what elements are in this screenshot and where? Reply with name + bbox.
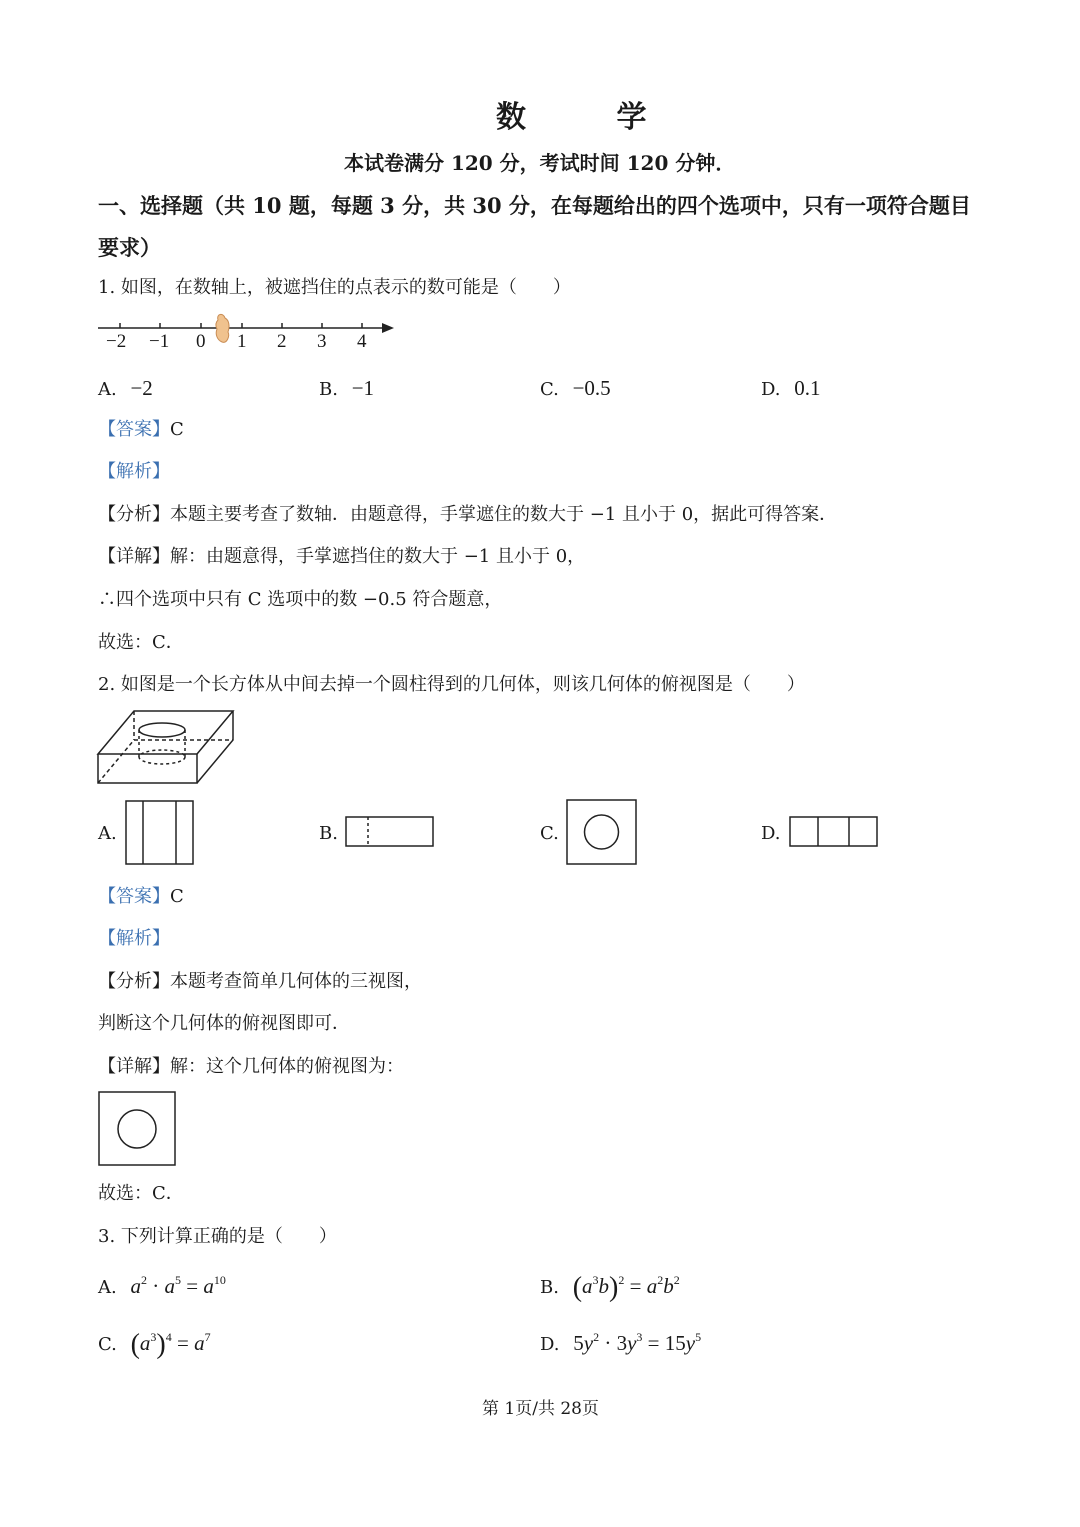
answer-line [98, 418, 184, 442]
arrow-icon [382, 323, 394, 333]
fenxi-line [98, 503, 837, 527]
question-3-stem: 3. 下列计算正确的是（ ） [98, 1226, 337, 1247]
option-c-figure [566, 799, 638, 866]
option-d-figure [789, 816, 879, 848]
option-value: 0.1 [794, 376, 821, 400]
option-b [319, 376, 374, 402]
solid-figure [96, 708, 238, 788]
tick-label: 1 [237, 331, 247, 352]
fenxi-text: 本题考查简单几何体的三视图， [170, 971, 422, 992]
option-label: A. [98, 379, 117, 400]
option-b-figure [345, 816, 435, 848]
page-title: 数 学 [496, 100, 687, 135]
option-label: A. [98, 1277, 117, 1298]
page-number: 第 1页/共 28页 [482, 1399, 599, 1419]
option-label: B. [540, 1277, 559, 1298]
tick-label: 4 [357, 331, 367, 352]
option-label: D. [540, 1334, 560, 1355]
option-b [540, 1272, 680, 1303]
choose-line: 故选：C． [98, 1183, 184, 1204]
answer-line [98, 885, 184, 909]
analysis-tag: 【解析】 [98, 461, 170, 482]
top-view-figure [98, 1091, 178, 1167]
tick-label: 2 [277, 331, 287, 352]
question-2-stem: 2. 如图是一个长方体从中间去掉一个圆柱得到的几何体，则该几何体的俯视图是（ ） [98, 674, 805, 695]
choose-line: 故选：C． [98, 632, 184, 653]
fenxi-tag: 【分析】 [98, 971, 170, 992]
option-label: B. [319, 379, 338, 400]
exam-info: 本试卷满分 120 分，考试时间 120 分钟． [344, 151, 736, 175]
option-a-label: A. [98, 823, 117, 844]
fenxi-line [98, 970, 422, 994]
fenxi-line-2: 判断这个几何体的俯视图即可． [98, 1013, 350, 1034]
question-1-stem: 1. 如图，在数轴上，被遮挡住的点表示的数可能是（ ） [98, 277, 571, 298]
analysis-tag: 【解析】 [98, 928, 170, 949]
option-a [98, 376, 153, 402]
option-a-figure [125, 800, 195, 866]
option-c [540, 376, 611, 402]
option-label: C. [98, 1334, 117, 1355]
option-a-formula: $a^2 \cdot a^5 = a^{10}$ [130, 1273, 226, 1298]
option-d-label: D. [761, 823, 781, 844]
answer-value: C [170, 886, 184, 907]
tick-label: −2 [106, 331, 127, 352]
xiangjie-tag: 【详解】 [98, 1056, 170, 1077]
option-label: C. [540, 379, 559, 400]
tick-label: 3 [317, 331, 327, 352]
answer-value: C [170, 419, 184, 440]
answer-tag: 【答案】 [98, 419, 170, 440]
option-b-label: B. [319, 823, 338, 844]
option-b-formula: $(a^3b)^2 = a^2b^2$ [572, 1272, 680, 1303]
xiangjie-text: 解：这个几何体的俯视图为： [170, 1056, 404, 1077]
therefore-line: ∴四个选项中只有 C 选项中的数 −0.5 符合题意， [98, 589, 503, 610]
section-heading-cont: 要求） [98, 235, 161, 260]
section-heading: 一、选择题（共 10 题，每题 3 分，共 30 分，在每题给出的四个选项中，只有一项符合题目 [98, 193, 971, 218]
xiangjie-text: 解：由题意得，手掌遮挡住的数大于 −1 且小于 0， [170, 546, 586, 567]
option-value: −1 [351, 376, 375, 400]
xiangjie-line [98, 545, 585, 569]
tick-label: 0 [196, 331, 206, 352]
option-c [98, 1329, 211, 1360]
option-value: −0.5 [572, 376, 611, 400]
tick-label: −1 [149, 331, 170, 352]
option-a [98, 1274, 226, 1300]
fenxi-tag: 【分析】 [98, 504, 170, 525]
xiangjie-tag: 【详解】 [98, 546, 170, 567]
option-value: −2 [130, 376, 153, 400]
hand-icon [216, 314, 229, 342]
option-d [761, 376, 821, 402]
option-d [540, 1331, 701, 1357]
fenxi-text: 本题主要考查了数轴．由题意得，手掌遮住的数大于 −1 且小于 0，据此可得答案． [170, 504, 838, 525]
option-label: D. [761, 379, 781, 400]
option-d-formula: $5y^2 \cdot 3y^3 = 15y^5$ [573, 1330, 702, 1355]
answer-tag: 【答案】 [98, 886, 170, 907]
xiangjie-line [98, 1055, 404, 1079]
option-c-formula: $(a^3)^4 = a^7$ [130, 1329, 211, 1360]
option-c-label: C. [540, 823, 559, 844]
